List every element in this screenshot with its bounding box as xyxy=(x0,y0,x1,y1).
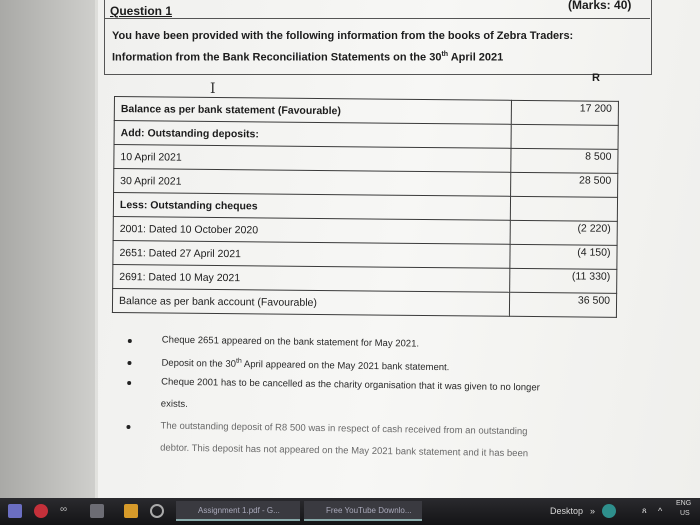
subheading-prefix: Information from the Bank Reconciliation Statements on the 30 xyxy=(112,51,442,64)
chevron-icon[interactable]: » xyxy=(590,506,596,516)
bullet-icon xyxy=(127,381,131,385)
desktop-toolbar[interactable]: Desktop xyxy=(550,506,584,516)
note-suffix: April appeared on the May 2021 bank statement. xyxy=(241,358,450,374)
document-page xyxy=(98,0,700,498)
infinity-icon[interactable]: ∞ xyxy=(60,504,68,515)
list-item xyxy=(127,376,627,410)
row-amount: 28 500 xyxy=(511,172,618,197)
list-item xyxy=(128,334,628,350)
row-amount: 17 200 xyxy=(511,100,618,125)
note-text xyxy=(161,357,449,374)
row-amount xyxy=(511,124,618,149)
row-amount: 36 500 xyxy=(509,292,616,317)
row-label: 30 April 2021 xyxy=(114,169,511,197)
note-text: The outstanding deposit of R8 500 was in respect of cash received from an outstanding xyxy=(160,420,528,438)
row-label: 2001: Dated 10 October 2020 xyxy=(113,216,510,244)
row-amount: (11 330) xyxy=(510,268,617,293)
help-icon[interactable] xyxy=(602,504,616,518)
currency-label: R xyxy=(592,72,600,84)
row-amount: 8 500 xyxy=(511,148,618,173)
note-sup: th xyxy=(235,357,242,365)
bullet-icon xyxy=(127,361,131,365)
note-prefix: Deposit on the 30 xyxy=(161,357,237,370)
viewer-margin xyxy=(0,0,95,498)
note-text-continued: debtor. This deposit has not appeared on the May 2021 bank statement and it has been xyxy=(160,442,529,460)
text-cursor-icon: I xyxy=(210,81,216,97)
taskbar xyxy=(0,498,700,525)
intro-text: You have been provided with the following information from the books of Zebra Traders: xyxy=(112,30,574,42)
row-label: Less: Outstanding cheques xyxy=(113,193,510,221)
reconciliation-table xyxy=(112,96,619,318)
row-amount xyxy=(510,196,617,221)
row-label: 2651: Dated 27 April 2021 xyxy=(113,240,510,268)
notes-list xyxy=(128,330,628,460)
marks-label: (Marks: 40) xyxy=(568,0,632,12)
note-text-continued: exists. xyxy=(160,398,188,410)
list-item xyxy=(127,420,627,460)
opera-icon[interactable] xyxy=(34,504,48,518)
table-row xyxy=(112,288,616,317)
row-label: 10 April 2021 xyxy=(114,145,511,173)
row-label: Balance as per bank statement (Favourable) xyxy=(114,97,511,125)
start-icon[interactable] xyxy=(8,504,22,518)
note-text: Cheque 2001 has to be cancelled as the charity organisation that it was given to no longer xyxy=(161,376,540,394)
row-amount: (4 150) xyxy=(510,244,617,269)
media-icon[interactable] xyxy=(90,504,104,518)
row-label: Add: Outstanding deposits: xyxy=(114,121,511,149)
row-label: Balance as per bank account (Favourable) xyxy=(112,288,509,316)
task-label: Free YouTube Downlo... xyxy=(326,506,412,515)
tray-up-icon[interactable]: ^ xyxy=(658,506,663,516)
row-label: 2691: Dated 10 May 2021 xyxy=(113,264,510,292)
subheading xyxy=(112,51,503,64)
language-region[interactable]: US xyxy=(680,510,690,517)
language-code[interactable]: ENG xyxy=(676,500,692,507)
bullet-icon xyxy=(126,425,130,429)
taskbar-item-assignment[interactable] xyxy=(176,501,300,521)
list-item xyxy=(128,356,628,374)
task-label: Assignment 1.pdf - G... xyxy=(198,506,280,515)
header-divider xyxy=(104,18,650,19)
browser-icon[interactable] xyxy=(150,504,164,518)
note-text: Cheque 2651 appeared on the bank statement for May 2021. xyxy=(161,334,420,350)
bullet-icon xyxy=(128,339,132,343)
taskbar-item-youtube-downloader[interactable] xyxy=(304,501,422,521)
subheading-sup: th xyxy=(441,51,449,58)
people-icon[interactable]: ጸ xyxy=(642,506,647,515)
vlc-icon[interactable] xyxy=(124,504,138,518)
row-amount: (2 220) xyxy=(510,220,617,245)
subheading-suffix: April 2021 xyxy=(448,51,504,64)
question-title: Question 1 xyxy=(110,4,173,18)
